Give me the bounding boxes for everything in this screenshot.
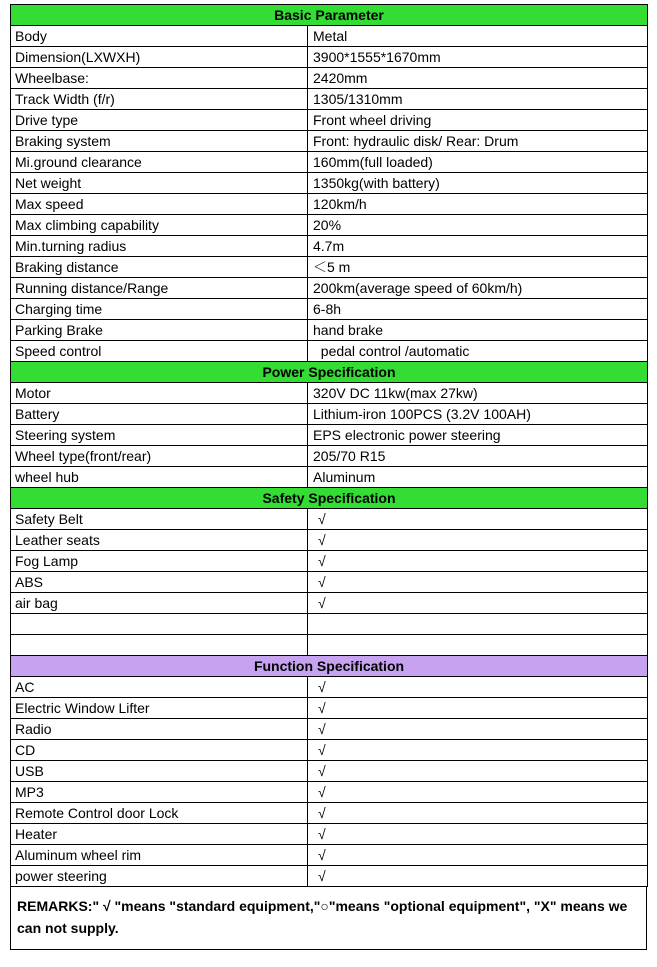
row-label: Aluminum wheel rim xyxy=(11,845,308,866)
row-label: Heater xyxy=(11,824,308,845)
function-section-title: Function Specification xyxy=(11,656,648,677)
safety-section-title: Safety Specification xyxy=(11,488,648,509)
row-value: Front wheel driving xyxy=(308,110,648,131)
row-label: MP3 xyxy=(11,782,308,803)
table-row xyxy=(11,824,648,845)
row-label: Remote Control door Lock xyxy=(11,803,308,824)
spec-table-body xyxy=(11,5,648,887)
table-row xyxy=(11,26,648,47)
row-label: Braking distance xyxy=(11,257,308,278)
table-row xyxy=(11,47,648,68)
row-label: Electric Window Lifter xyxy=(11,698,308,719)
row-label: air bag xyxy=(11,593,308,614)
row-value: 6-8h xyxy=(308,299,648,320)
basic-section-title: Basic Parameter xyxy=(11,5,648,26)
row-label: Body xyxy=(11,26,308,47)
row-label: Max climbing capability xyxy=(11,215,308,236)
table-row xyxy=(11,740,648,761)
row-value: 205/70 R15 xyxy=(308,446,648,467)
check-mark: √ xyxy=(308,782,648,803)
row-value: 3900*1555*1670mm xyxy=(308,47,648,68)
table-row xyxy=(11,530,648,551)
row-label: Braking system xyxy=(11,131,308,152)
table-row xyxy=(11,383,648,404)
table-row xyxy=(11,467,648,488)
table-row xyxy=(11,593,648,614)
table-row xyxy=(11,131,648,152)
table-row xyxy=(11,89,648,110)
row-label: Motor xyxy=(11,383,308,404)
row-label: Wheelbase: xyxy=(11,68,308,89)
row-label: ABS xyxy=(11,572,308,593)
table-row xyxy=(11,110,648,131)
row-label: Charging time xyxy=(11,299,308,320)
table-row xyxy=(11,152,648,173)
table-row xyxy=(11,551,648,572)
table-row xyxy=(11,845,648,866)
row-label: Mi.ground clearance xyxy=(11,152,308,173)
empty-cell xyxy=(308,635,648,656)
table-row xyxy=(11,194,648,215)
row-value: Front: hydraulic disk/ Rear: Drum xyxy=(308,131,648,152)
table-row xyxy=(11,677,648,698)
table-row xyxy=(11,341,648,362)
row-label: power steering xyxy=(11,866,308,887)
check-mark: √ xyxy=(308,740,648,761)
check-mark: √ xyxy=(308,761,648,782)
row-label: Net weight xyxy=(11,173,308,194)
empty-cell xyxy=(308,614,648,635)
row-label: Radio xyxy=(11,719,308,740)
row-value: Aluminum xyxy=(308,467,648,488)
row-label: Dimension(LXWXH) xyxy=(11,47,308,68)
table-row xyxy=(11,236,648,257)
empty-cell xyxy=(11,614,308,635)
row-value: pedal control /automatic xyxy=(308,341,648,362)
table-row xyxy=(11,68,648,89)
row-label: Speed control xyxy=(11,341,308,362)
remarks-note: REMARKS:" √ "means "standard equipment,"○"means "optional equipment", "X" means we can not supply. xyxy=(10,887,647,950)
function-section-header xyxy=(11,656,648,677)
table-row xyxy=(11,446,648,467)
check-mark: √ xyxy=(308,845,648,866)
table-row xyxy=(11,320,648,341)
row-value: Metal xyxy=(308,26,648,47)
row-label: Max speed xyxy=(11,194,308,215)
check-mark: √ xyxy=(308,719,648,740)
table-row xyxy=(11,866,648,887)
row-label: Battery xyxy=(11,404,308,425)
row-value: hand brake xyxy=(308,320,648,341)
row-label: Parking Brake xyxy=(11,320,308,341)
check-mark: √ xyxy=(308,551,648,572)
row-value: 200km(average speed of 60km/h) xyxy=(308,278,648,299)
row-label: Fog Lamp xyxy=(11,551,308,572)
row-label: Steering system xyxy=(11,425,308,446)
check-mark: √ xyxy=(308,803,648,824)
empty-row xyxy=(11,635,648,656)
row-label: Track Width (f/r) xyxy=(11,89,308,110)
table-row xyxy=(11,278,648,299)
power-section-title: Power Specification xyxy=(11,362,648,383)
row-label: Min.turning radius xyxy=(11,236,308,257)
table-row xyxy=(11,509,648,530)
row-label: CD xyxy=(11,740,308,761)
table-row xyxy=(11,698,648,719)
row-label: Drive type xyxy=(11,110,308,131)
table-row xyxy=(11,404,648,425)
row-value: 320V DC 11kw(max 27kw) xyxy=(308,383,648,404)
table-row xyxy=(11,425,648,446)
spec-table xyxy=(10,4,648,887)
row-value: 2420mm xyxy=(308,68,648,89)
basic-section-header xyxy=(11,5,648,26)
table-row xyxy=(11,782,648,803)
row-label: Wheel type(front/rear) xyxy=(11,446,308,467)
row-value: 1305/1310mm xyxy=(308,89,648,110)
safety-section-header xyxy=(11,488,648,509)
table-row xyxy=(11,215,648,236)
row-label: wheel hub xyxy=(11,467,308,488)
row-value: 4.7m xyxy=(308,236,648,257)
table-row xyxy=(11,719,648,740)
check-mark: √ xyxy=(308,530,648,551)
power-section-header xyxy=(11,362,648,383)
empty-cell xyxy=(11,635,308,656)
check-mark: √ xyxy=(308,866,648,887)
row-label: Running distance/Range xyxy=(11,278,308,299)
row-value: EPS electronic power steering xyxy=(308,425,648,446)
table-row xyxy=(11,803,648,824)
row-value: 120km/h xyxy=(308,194,648,215)
row-value: 160mm(full loaded) xyxy=(308,152,648,173)
row-value: Lithium-iron 100PCS (3.2V 100AH) xyxy=(308,404,648,425)
empty-row xyxy=(11,614,648,635)
row-value: 20% xyxy=(308,215,648,236)
check-mark: √ xyxy=(308,824,648,845)
table-row xyxy=(11,299,648,320)
check-mark: √ xyxy=(308,572,648,593)
table-row xyxy=(11,173,648,194)
row-label: Leather seats xyxy=(11,530,308,551)
table-row xyxy=(11,761,648,782)
check-mark: √ xyxy=(308,509,648,530)
row-value: 1350kg(with battery) xyxy=(308,173,648,194)
row-value: ＜5 m xyxy=(308,257,648,278)
row-label: Safety Belt xyxy=(11,509,308,530)
row-label: AC xyxy=(11,677,308,698)
specification-sheet xyxy=(10,4,647,950)
row-label: USB xyxy=(11,761,308,782)
check-mark: √ xyxy=(308,593,648,614)
check-mark: √ xyxy=(308,677,648,698)
table-row xyxy=(11,572,648,593)
check-mark: √ xyxy=(308,698,648,719)
table-row xyxy=(11,257,648,278)
